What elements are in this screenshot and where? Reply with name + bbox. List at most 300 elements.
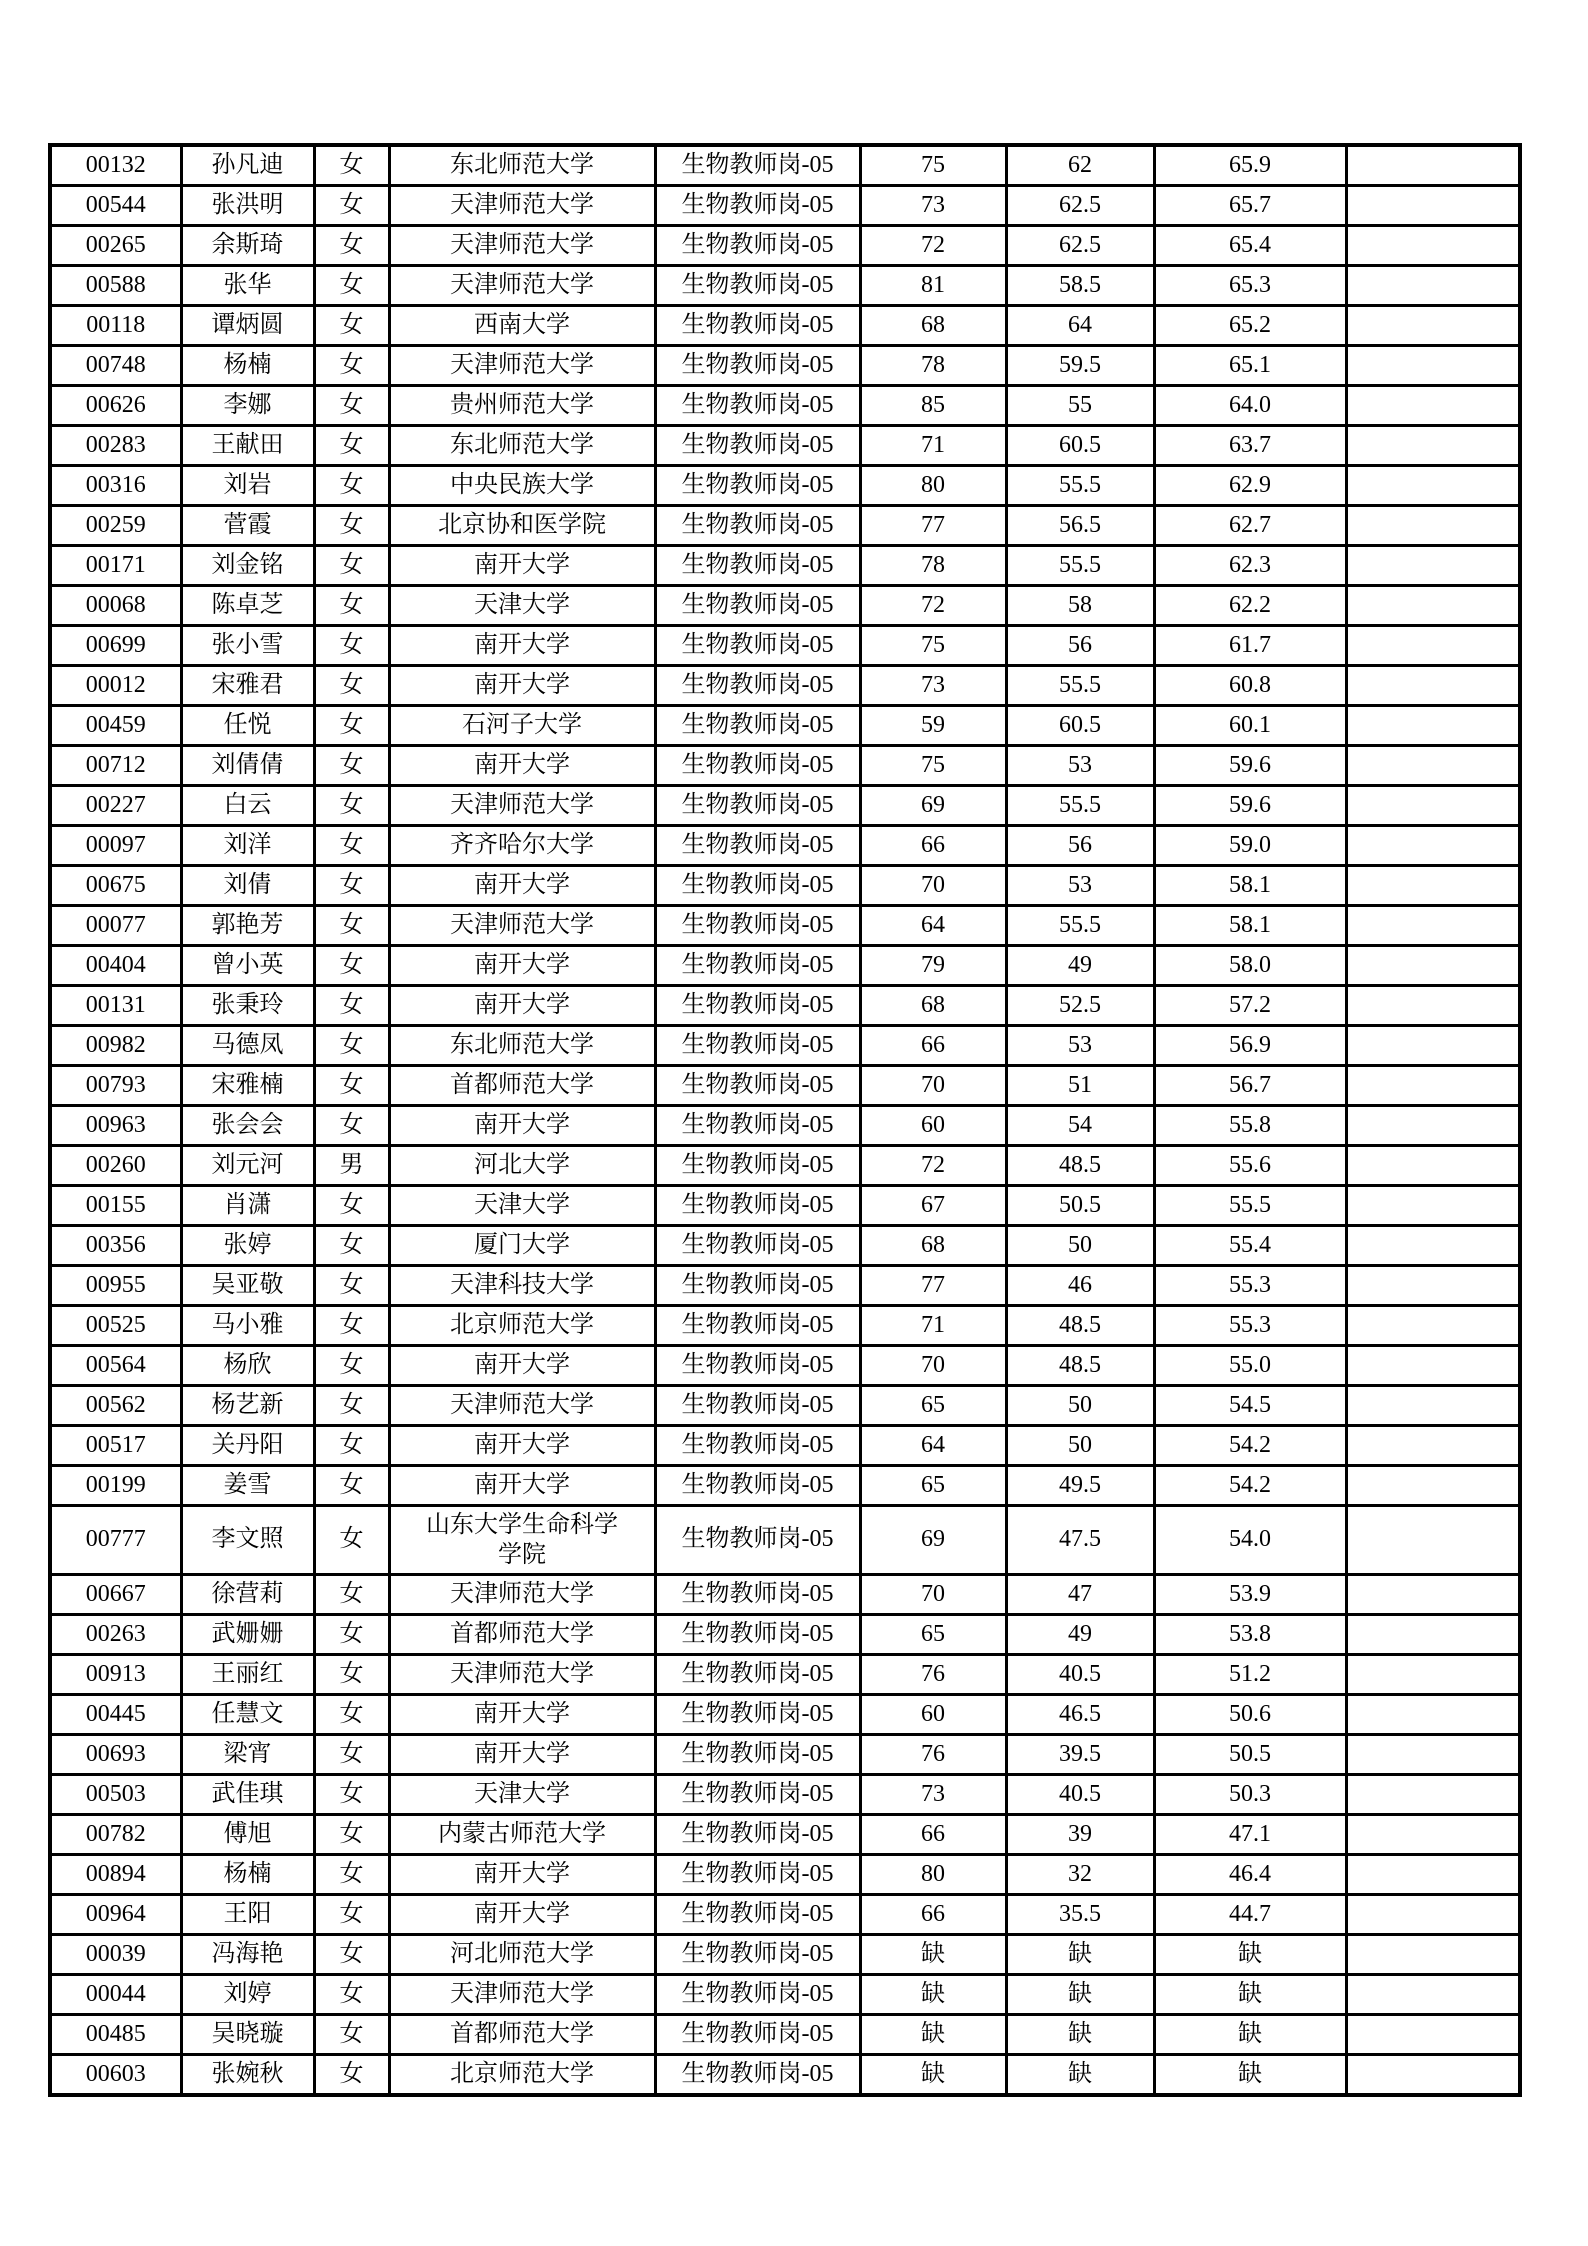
cell-score2: 48.5 <box>1006 1346 1154 1386</box>
cell-remark <box>1346 1226 1520 1266</box>
table-row <box>50 826 1520 866</box>
cell-gender: 女 <box>314 1346 389 1386</box>
cell-total: 55.4 <box>1154 1226 1346 1266</box>
cell-score1: 59 <box>860 706 1006 746</box>
cell-name: 宋雅君 <box>181 666 314 706</box>
cell-score2: 56 <box>1006 626 1154 666</box>
cell-candidate-id: 00712 <box>50 746 181 786</box>
cell-position: 生物教师岗-05 <box>655 1106 860 1146</box>
cell-candidate-id: 00171 <box>50 546 181 586</box>
cell-total: 54.2 <box>1154 1426 1346 1466</box>
cell-position: 生物教师岗-05 <box>655 626 860 666</box>
cell-remark <box>1346 1695 1520 1735</box>
cell-gender: 女 <box>314 1106 389 1146</box>
table-row <box>50 1975 1520 2015</box>
cell-gender: 女 <box>314 1975 389 2015</box>
cell-university: 天津师范大学 <box>389 266 655 306</box>
cell-position: 生物教师岗-05 <box>655 1895 860 1935</box>
cell-candidate-id: 00699 <box>50 626 181 666</box>
cell-score1: 65 <box>860 1615 1006 1655</box>
table-row <box>50 1815 1520 1855</box>
cell-name: 武姗姗 <box>181 1615 314 1655</box>
cell-score1: 72 <box>860 1146 1006 1186</box>
cell-name: 任悦 <box>181 706 314 746</box>
cell-score2: 缺 <box>1006 2015 1154 2055</box>
cell-candidate-id: 00485 <box>50 2015 181 2055</box>
cell-position: 生物教师岗-05 <box>655 2015 860 2055</box>
cell-candidate-id: 00118 <box>50 306 181 346</box>
cell-university: 天津师范大学 <box>389 1386 655 1426</box>
cell-university: 天津师范大学 <box>389 186 655 226</box>
table-row <box>50 1186 1520 1226</box>
cell-total: 缺 <box>1154 2055 1346 2096</box>
university-text: 山东大学生命科学学院 <box>426 1512 618 1568</box>
cell-university: 河北大学 <box>389 1146 655 1186</box>
cell-name: 刘岩 <box>181 466 314 506</box>
cell-remark <box>1346 426 1520 466</box>
cell-score1: 79 <box>860 946 1006 986</box>
table-row <box>50 1735 1520 1775</box>
cell-university: 南开大学 <box>389 1895 655 1935</box>
table-row <box>50 546 1520 586</box>
cell-remark <box>1346 306 1520 346</box>
table-row <box>50 226 1520 266</box>
cell-candidate-id: 00955 <box>50 1266 181 1306</box>
cell-name: 刘倩 <box>181 866 314 906</box>
cell-total: 50.6 <box>1154 1695 1346 1735</box>
cell-score1: 65 <box>860 1466 1006 1506</box>
cell-candidate-id: 00265 <box>50 226 181 266</box>
cell-total: 53.9 <box>1154 1575 1346 1615</box>
cell-name: 傅旭 <box>181 1815 314 1855</box>
cell-score1: 77 <box>860 1266 1006 1306</box>
cell-candidate-id: 00316 <box>50 466 181 506</box>
cell-name: 菅霞 <box>181 506 314 546</box>
cell-position: 生物教师岗-05 <box>655 2055 860 2096</box>
cell-score1: 66 <box>860 826 1006 866</box>
cell-name: 梁宵 <box>181 1735 314 1775</box>
cell-name: 杨楠 <box>181 1855 314 1895</box>
cell-score2: 55.5 <box>1006 906 1154 946</box>
cell-score2: 55.5 <box>1006 546 1154 586</box>
cell-position: 生物教师岗-05 <box>655 546 860 586</box>
cell-total: 54.5 <box>1154 1386 1346 1426</box>
cell-position: 生物教师岗-05 <box>655 826 860 866</box>
cell-position: 生物教师岗-05 <box>655 466 860 506</box>
cell-position: 生物教师岗-05 <box>655 1426 860 1466</box>
cell-name: 王献田 <box>181 426 314 466</box>
cell-gender: 女 <box>314 1226 389 1266</box>
cell-score2: 47.5 <box>1006 1506 1154 1575</box>
cell-position: 生物教师岗-05 <box>655 1735 860 1775</box>
cell-remark <box>1346 1146 1520 1186</box>
cell-name: 吴亚敬 <box>181 1266 314 1306</box>
cell-university: 南开大学 <box>389 1466 655 1506</box>
cell-score1: 缺 <box>860 1975 1006 2015</box>
cell-total: 55.5 <box>1154 1186 1346 1226</box>
cell-university: 南开大学 <box>389 546 655 586</box>
cell-remark <box>1346 1066 1520 1106</box>
cell-candidate-id: 00097 <box>50 826 181 866</box>
cell-university: 天津师范大学 <box>389 1655 655 1695</box>
cell-score1: 65 <box>860 1386 1006 1426</box>
cell-score1: 缺 <box>860 1935 1006 1975</box>
cell-university: 南开大学 <box>389 1695 655 1735</box>
cell-position: 生物教师岗-05 <box>655 1146 860 1186</box>
cell-score2: 46 <box>1006 1266 1154 1306</box>
cell-gender: 女 <box>314 426 389 466</box>
cell-name: 刘婷 <box>181 1975 314 2015</box>
cell-gender: 女 <box>314 1655 389 1695</box>
cell-score1: 66 <box>860 1026 1006 1066</box>
cell-name: 关丹阳 <box>181 1426 314 1466</box>
table-row <box>50 386 1520 426</box>
cell-remark <box>1346 626 1520 666</box>
cell-score1: 缺 <box>860 2015 1006 2055</box>
cell-university: 南开大学 <box>389 986 655 1026</box>
cell-total: 65.3 <box>1154 266 1346 306</box>
cell-score1: 81 <box>860 266 1006 306</box>
cell-name: 张洪明 <box>181 186 314 226</box>
cell-candidate-id: 00963 <box>50 1106 181 1146</box>
cell-gender: 女 <box>314 1386 389 1426</box>
cell-gender: 女 <box>314 186 389 226</box>
cell-candidate-id: 00894 <box>50 1855 181 1895</box>
cell-total: 65.4 <box>1154 226 1346 266</box>
cell-score2: 55.5 <box>1006 466 1154 506</box>
cell-university: 南开大学 <box>389 666 655 706</box>
cell-score2: 52.5 <box>1006 986 1154 1026</box>
cell-candidate-id: 00227 <box>50 786 181 826</box>
cell-gender: 女 <box>314 306 389 346</box>
table-row <box>50 1895 1520 1935</box>
cell-score1: 缺 <box>860 2055 1006 2096</box>
cell-total: 65.7 <box>1154 186 1346 226</box>
cell-score2: 46.5 <box>1006 1695 1154 1735</box>
cell-score2: 64 <box>1006 306 1154 346</box>
cell-university: 南开大学 <box>389 946 655 986</box>
cell-score2: 50 <box>1006 1226 1154 1266</box>
cell-candidate-id: 00964 <box>50 1895 181 1935</box>
cell-gender: 女 <box>314 145 389 186</box>
table-row <box>50 1106 1520 1146</box>
cell-total: 56.9 <box>1154 1026 1346 1066</box>
cell-score1: 75 <box>860 626 1006 666</box>
cell-remark <box>1346 1975 1520 2015</box>
cell-university: 南开大学 <box>389 626 655 666</box>
table-row <box>50 1026 1520 1066</box>
cell-position: 生物教师岗-05 <box>655 386 860 426</box>
cell-total: 62.9 <box>1154 466 1346 506</box>
cell-position: 生物教师岗-05 <box>655 1695 860 1735</box>
cell-score2: 32 <box>1006 1855 1154 1895</box>
cell-name: 张华 <box>181 266 314 306</box>
cell-name: 李娜 <box>181 386 314 426</box>
cell-university: 北京协和医学院 <box>389 506 655 546</box>
cell-score1: 60 <box>860 1695 1006 1735</box>
cell-score2: 35.5 <box>1006 1895 1154 1935</box>
cell-score2: 55.5 <box>1006 666 1154 706</box>
table-row <box>50 1855 1520 1895</box>
cell-score2: 58 <box>1006 586 1154 626</box>
cell-score2: 62.5 <box>1006 186 1154 226</box>
table-row <box>50 1386 1520 1426</box>
table-row <box>50 1935 1520 1975</box>
table-row <box>50 186 1520 226</box>
cell-candidate-id: 00525 <box>50 1306 181 1346</box>
cell-score2: 55.5 <box>1006 786 1154 826</box>
cell-candidate-id: 00675 <box>50 866 181 906</box>
cell-gender: 女 <box>314 906 389 946</box>
cell-candidate-id: 00793 <box>50 1066 181 1106</box>
cell-position: 生物教师岗-05 <box>655 1346 860 1386</box>
cell-total: 60.1 <box>1154 706 1346 746</box>
cell-gender: 女 <box>314 1026 389 1066</box>
cell-candidate-id: 00132 <box>50 145 181 186</box>
table-row <box>50 426 1520 466</box>
cell-score1: 73 <box>860 1775 1006 1815</box>
cell-position: 生物教师岗-05 <box>655 1615 860 1655</box>
cell-total: 65.2 <box>1154 306 1346 346</box>
cell-score2: 53 <box>1006 746 1154 786</box>
table-row <box>50 1426 1520 1466</box>
cell-candidate-id: 00356 <box>50 1226 181 1266</box>
cell-remark <box>1346 145 1520 186</box>
cell-score2: 56 <box>1006 826 1154 866</box>
cell-candidate-id: 00667 <box>50 1575 181 1615</box>
cell-university: 南开大学 <box>389 1855 655 1895</box>
cell-total: 59.6 <box>1154 746 1346 786</box>
cell-position: 生物教师岗-05 <box>655 786 860 826</box>
cell-university: 南开大学 <box>389 1106 655 1146</box>
cell-position: 生物教师岗-05 <box>655 1226 860 1266</box>
cell-score1: 78 <box>860 346 1006 386</box>
cell-total: 51.2 <box>1154 1655 1346 1695</box>
cell-score1: 80 <box>860 466 1006 506</box>
table-row <box>50 1575 1520 1615</box>
cell-position: 生物教师岗-05 <box>655 1975 860 2015</box>
table-row <box>50 1695 1520 1735</box>
cell-position: 生物教师岗-05 <box>655 1306 860 1346</box>
cell-total: 55.6 <box>1154 1146 1346 1186</box>
cell-university: 北京师范大学 <box>389 2055 655 2096</box>
cell-remark <box>1346 1386 1520 1426</box>
cell-score1: 80 <box>860 1855 1006 1895</box>
cell-name: 李文照 <box>181 1506 314 1575</box>
cell-name: 王丽红 <box>181 1655 314 1695</box>
cell-total: 58.0 <box>1154 946 1346 986</box>
cell-name: 张小雪 <box>181 626 314 666</box>
cell-gender: 女 <box>314 746 389 786</box>
table-row <box>50 145 1520 186</box>
cell-remark <box>1346 946 1520 986</box>
cell-score1: 70 <box>860 866 1006 906</box>
table-row <box>50 1266 1520 1306</box>
cell-score2: 39.5 <box>1006 1735 1154 1775</box>
table-row <box>50 946 1520 986</box>
cell-position: 生物教师岗-05 <box>655 946 860 986</box>
cell-score1: 70 <box>860 1346 1006 1386</box>
cell-candidate-id: 00503 <box>50 1775 181 1815</box>
cell-remark <box>1346 226 1520 266</box>
cell-university: 首都师范大学 <box>389 1066 655 1106</box>
cell-remark <box>1346 906 1520 946</box>
cell-remark <box>1346 1466 1520 1506</box>
cell-university: 中央民族大学 <box>389 466 655 506</box>
cell-university: 天津师范大学 <box>389 786 655 826</box>
cell-university: 齐齐哈尔大学 <box>389 826 655 866</box>
cell-score1: 77 <box>860 506 1006 546</box>
cell-position: 生物教师岗-05 <box>655 1266 860 1306</box>
cell-name: 武佳琪 <box>181 1775 314 1815</box>
cell-candidate-id: 00693 <box>50 1735 181 1775</box>
cell-university: 天津师范大学 <box>389 226 655 266</box>
cell-remark <box>1346 2015 1520 2055</box>
cell-candidate-id: 00012 <box>50 666 181 706</box>
cell-remark <box>1346 1026 1520 1066</box>
cell-remark <box>1346 186 1520 226</box>
cell-score1: 73 <box>860 186 1006 226</box>
cell-position: 生物教师岗-05 <box>655 226 860 266</box>
cell-score2: 58.5 <box>1006 266 1154 306</box>
cell-gender: 女 <box>314 346 389 386</box>
cell-university: 天津师范大学 <box>389 1575 655 1615</box>
cell-gender: 女 <box>314 1266 389 1306</box>
cell-candidate-id: 00260 <box>50 1146 181 1186</box>
cell-total: 54.2 <box>1154 1466 1346 1506</box>
cell-university: 厦门大学 <box>389 1226 655 1266</box>
cell-score1: 71 <box>860 1306 1006 1346</box>
cell-name: 白云 <box>181 786 314 826</box>
cell-remark <box>1346 1735 1520 1775</box>
cell-name: 杨欣 <box>181 1346 314 1386</box>
cell-score1: 64 <box>860 1426 1006 1466</box>
cell-remark <box>1346 586 1520 626</box>
cell-remark <box>1346 1575 1520 1615</box>
cell-candidate-id: 00131 <box>50 986 181 1026</box>
cell-university: 首都师范大学 <box>389 2015 655 2055</box>
cell-position: 生物教师岗-05 <box>655 1026 860 1066</box>
cell-position: 生物教师岗-05 <box>655 186 860 226</box>
cell-total: 58.1 <box>1154 866 1346 906</box>
cell-gender: 女 <box>314 1066 389 1106</box>
cell-score1: 68 <box>860 306 1006 346</box>
cell-position: 生物教师岗-05 <box>655 1855 860 1895</box>
cell-score2: 54 <box>1006 1106 1154 1146</box>
cell-remark <box>1346 1895 1520 1935</box>
cell-university: 天津师范大学 <box>389 906 655 946</box>
cell-position: 生物教师岗-05 <box>655 866 860 906</box>
cell-gender: 女 <box>314 626 389 666</box>
cell-total: 63.7 <box>1154 426 1346 466</box>
cell-candidate-id: 00748 <box>50 346 181 386</box>
cell-university: 天津大学 <box>389 1186 655 1226</box>
cell-score1: 76 <box>860 1655 1006 1695</box>
table-row <box>50 786 1520 826</box>
cell-score2: 40.5 <box>1006 1775 1154 1815</box>
cell-total: 58.1 <box>1154 906 1346 946</box>
cell-remark <box>1346 1855 1520 1895</box>
cell-gender: 女 <box>314 226 389 266</box>
cell-position: 生物教师岗-05 <box>655 1506 860 1575</box>
table-row <box>50 2055 1520 2096</box>
cell-gender: 女 <box>314 866 389 906</box>
cell-total: 50.3 <box>1154 1775 1346 1815</box>
cell-gender: 女 <box>314 1466 389 1506</box>
table-row <box>50 1506 1520 1575</box>
cell-position: 生物教师岗-05 <box>655 266 860 306</box>
cell-university: 内蒙古师范大学 <box>389 1815 655 1855</box>
cell-score1: 64 <box>860 906 1006 946</box>
cell-total: 65.1 <box>1154 346 1346 386</box>
cell-total: 缺 <box>1154 1975 1346 2015</box>
cell-name: 刘元河 <box>181 1146 314 1186</box>
cell-total: 55.3 <box>1154 1266 1346 1306</box>
cell-score2: 60.5 <box>1006 426 1154 466</box>
cell-gender: 女 <box>314 666 389 706</box>
cell-score2: 49 <box>1006 946 1154 986</box>
cell-gender: 女 <box>314 1935 389 1975</box>
table-row <box>50 346 1520 386</box>
cell-position: 生物教师岗-05 <box>655 666 860 706</box>
cell-candidate-id: 00626 <box>50 386 181 426</box>
cell-gender: 女 <box>314 786 389 826</box>
cell-total: 缺 <box>1154 2015 1346 2055</box>
cell-score2: 缺 <box>1006 1935 1154 1975</box>
cell-gender: 女 <box>314 1815 389 1855</box>
cell-remark <box>1346 1346 1520 1386</box>
cell-total: 56.7 <box>1154 1066 1346 1106</box>
cell-candidate-id: 00283 <box>50 426 181 466</box>
cell-score1: 85 <box>860 386 1006 426</box>
cell-score2: 39 <box>1006 1815 1154 1855</box>
cell-remark <box>1346 1655 1520 1695</box>
cell-remark <box>1346 826 1520 866</box>
cell-gender: 女 <box>314 506 389 546</box>
cell-gender: 女 <box>314 1775 389 1815</box>
cell-score2: 55 <box>1006 386 1154 426</box>
cell-score1: 73 <box>860 666 1006 706</box>
cell-name: 任慧文 <box>181 1695 314 1735</box>
cell-position: 生物教师岗-05 <box>655 426 860 466</box>
cell-name: 吴晓璇 <box>181 2015 314 2055</box>
cell-total: 60.8 <box>1154 666 1346 706</box>
cell-name: 刘倩倩 <box>181 746 314 786</box>
cell-remark <box>1346 746 1520 786</box>
cell-score1: 72 <box>860 226 1006 266</box>
cell-score2: 缺 <box>1006 1975 1154 2015</box>
cell-candidate-id: 00259 <box>50 506 181 546</box>
cell-gender: 女 <box>314 1506 389 1575</box>
cell-name: 刘洋 <box>181 826 314 866</box>
cell-candidate-id: 00077 <box>50 906 181 946</box>
cell-total: 53.8 <box>1154 1615 1346 1655</box>
cell-total: 65.9 <box>1154 145 1346 186</box>
score-table-body <box>50 145 1520 2095</box>
cell-remark <box>1346 346 1520 386</box>
cell-candidate-id: 00564 <box>50 1346 181 1386</box>
cell-total: 59.0 <box>1154 826 1346 866</box>
table-row <box>50 1226 1520 1266</box>
cell-candidate-id: 00263 <box>50 1615 181 1655</box>
cell-score2: 60.5 <box>1006 706 1154 746</box>
cell-university: 河北师范大学 <box>389 1935 655 1975</box>
table-row <box>50 626 1520 666</box>
cell-name: 杨楠 <box>181 346 314 386</box>
cell-name: 王阳 <box>181 1895 314 1935</box>
cell-gender: 女 <box>314 1426 389 1466</box>
cell-name: 孙凡迪 <box>181 145 314 186</box>
